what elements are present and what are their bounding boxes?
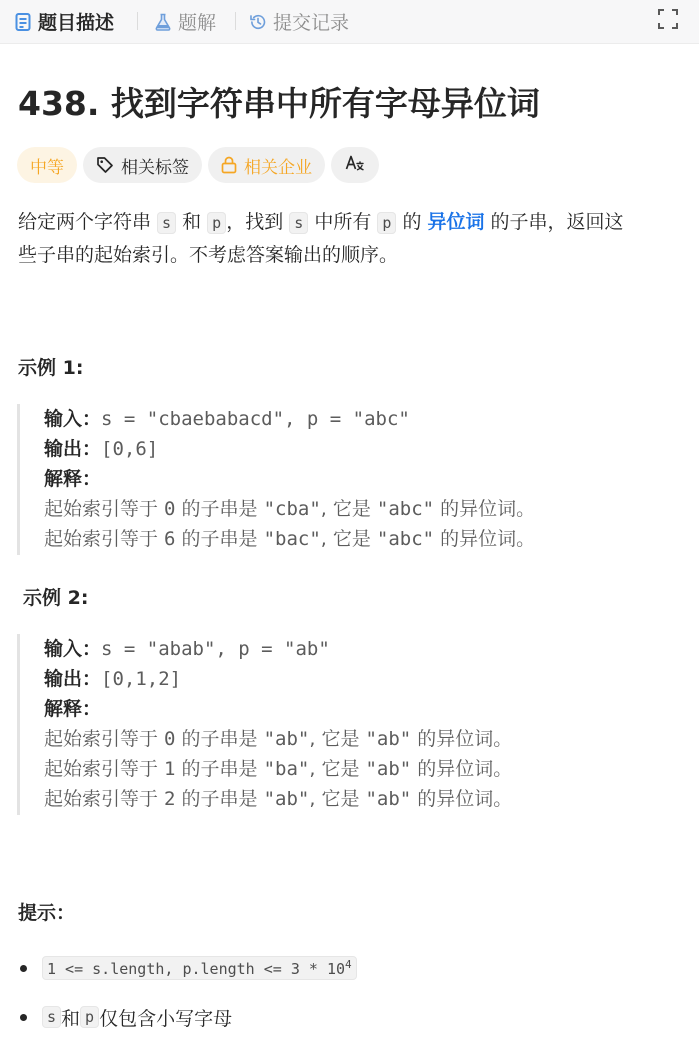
code-inline: s (42, 1006, 61, 1028)
related-tags-label: 相关标签 (121, 157, 189, 178)
fullscreen-icon[interactable] (657, 8, 679, 30)
translate-icon (345, 154, 365, 177)
problem-title: 438. 找到字符串中所有字母异位词 (18, 84, 540, 123)
example-1-block (17, 404, 535, 555)
description-line-2: 些子串的起始索引。不考虑答案输出的顺序。 (18, 244, 399, 266)
related-companies-label: 相关企业 (244, 157, 312, 178)
example-2-output: 输出：[0,1,2] (44, 668, 182, 690)
example-1-explain-label: 解释： (44, 468, 102, 490)
example-2-heading: 示例 2: (23, 587, 89, 609)
history-icon (249, 13, 267, 31)
example-2-input: 输入：s = "abab", p = "ab" (44, 638, 330, 660)
document-icon (14, 13, 32, 31)
example-2-explanation: 起始索引等于 1 的子串是 "ba", 它是 "ab" 的异位词。 (44, 758, 513, 780)
example-1-input: 输入：s = "cbaebabacd", p = "abc" (44, 408, 410, 430)
tab-divider (137, 12, 138, 30)
translate-button[interactable] (331, 147, 379, 183)
code-inline: p (80, 1006, 99, 1028)
description-line-1: 给定两个字符串 s 和 p ，找到 s 中所有 p 的 异位词 的子串，返回这 (18, 211, 624, 233)
constraint-item: s 和 p 仅包含小写字母 (18, 1001, 357, 1033)
tab-bar (0, 0, 699, 44)
code-inline: s (157, 212, 176, 234)
example-2-explanation: 起始索引等于 0 的子串是 "ab", 它是 "ab" 的异位词。 (44, 728, 513, 750)
example-2-explanation: 起始索引等于 2 的子串是 "ab", 它是 "ab" 的异位词。 (44, 788, 513, 810)
tab-description-label: 题目描述 (38, 12, 115, 34)
flask-icon (154, 13, 172, 31)
code-inline: s (289, 212, 308, 234)
example-1-explanation: 起始索引等于 6 的子串是 "bac", 它是 "abc" 的异位词。 (44, 528, 536, 550)
bullet (20, 965, 27, 972)
related-tags-button[interactable] (83, 147, 202, 183)
anagram-link[interactable]: 异位词 (427, 211, 485, 233)
constraint-item (18, 952, 357, 984)
constraints-heading: 提示： (18, 902, 76, 924)
example-2-block (17, 634, 512, 815)
tag-icon (96, 156, 114, 174)
example-1-explanation: 起始索引等于 0 的子串是 "cba", 它是 "abc" 的异位词。 (44, 498, 536, 520)
difficulty-label: 中等 (30, 157, 64, 178)
tab-description[interactable] (14, 0, 114, 44)
lock-icon (221, 156, 237, 174)
problem-chips (17, 147, 385, 183)
constraints-list (18, 952, 357, 1033)
code-inline: 1 <= s.length, p.length <= $3 * 10^4$ (42, 956, 357, 980)
example-2-explain-label: 解释： (44, 698, 102, 720)
problem-description (18, 206, 684, 271)
bullet (20, 1014, 27, 1021)
difficulty-badge[interactable] (17, 147, 77, 183)
tab-submissions-label: 提交记录 (273, 12, 350, 34)
tab-solutions[interactable] (154, 0, 216, 44)
example-1-heading: 示例 1: (18, 357, 84, 379)
code-inline: p (207, 212, 226, 234)
example-1-output: 输出：[0,6] (44, 438, 159, 460)
tab-submissions[interactable] (249, 0, 349, 44)
related-companies-button[interactable] (208, 147, 325, 183)
tab-solutions-label: 题解 (178, 12, 217, 34)
code-inline: p (377, 212, 396, 234)
tab-divider (235, 12, 236, 30)
